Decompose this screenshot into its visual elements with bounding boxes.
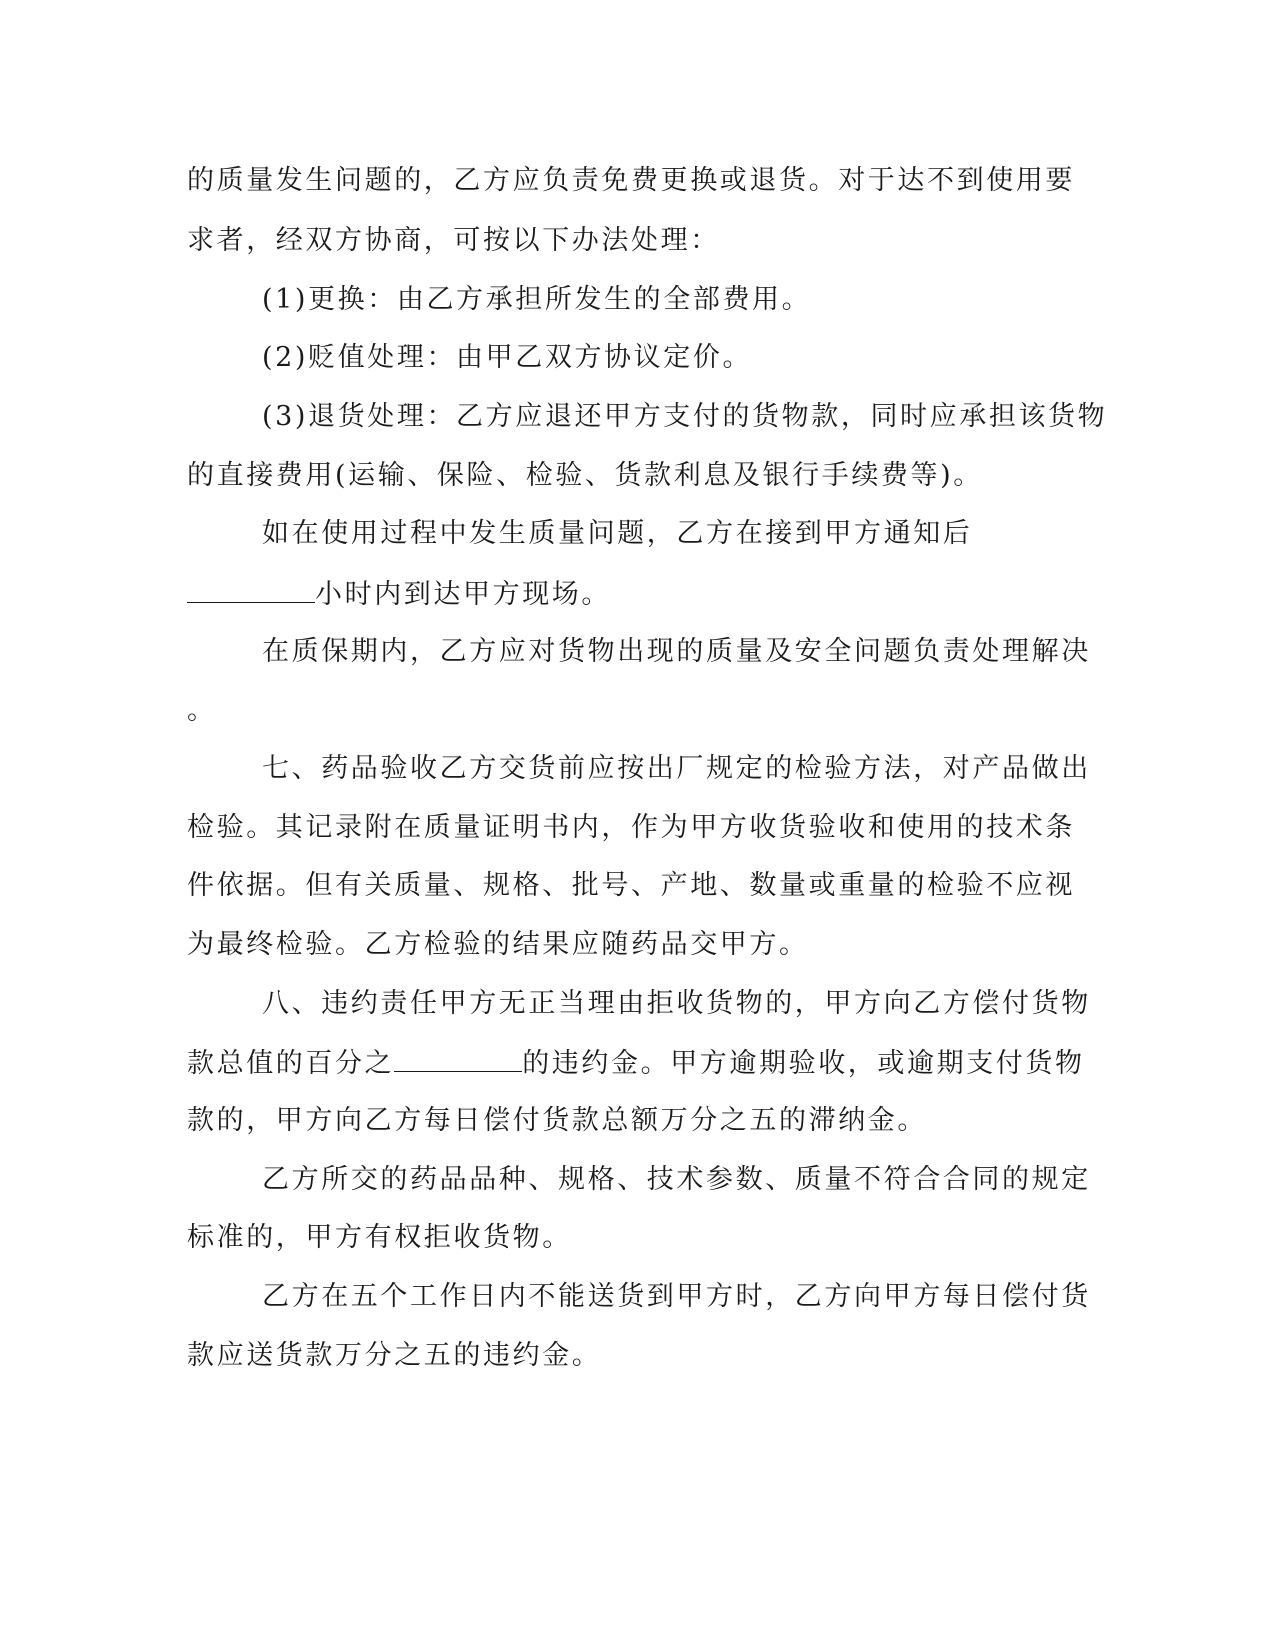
text-span: 检验。其记录附在质量证明书内，作为甲方收货验收和使用的技术条 <box>187 812 1075 843</box>
text-line <box>187 224 1087 258</box>
text-span: 乙方所交的药品品种、规格、技术参数、质量不符合合同的规定 <box>262 1164 1091 1195</box>
text-span: 款总值的百分之 <box>187 1048 395 1079</box>
text-line <box>187 164 1087 198</box>
text-span: 为最终检验。乙方检验的结果应随药品交甲方。 <box>187 929 809 960</box>
text-line <box>262 341 1162 375</box>
text-line <box>262 400 1162 434</box>
text-span: 小时内到达甲方现场。 <box>315 579 611 610</box>
text-span: 在质保期内，乙方应对货物出现的质量及安全问题负责处理解决 <box>262 636 1091 667</box>
text-span: 标准的，甲方有权拒收货物。 <box>187 1222 572 1253</box>
text-span: 的直接费用(运输、保险、检验、货款利息及银行手续费等)。 <box>187 460 983 491</box>
text-span: 件依据。但有关质量、规格、批号、产地、数量或重量的检验不应视 <box>187 870 1075 901</box>
text-line <box>187 811 1087 845</box>
text-span: 款应送货款万分之五的违约金。 <box>187 1340 602 1371</box>
fill-in-blank <box>187 576 315 603</box>
text-line <box>187 576 1087 610</box>
text-line <box>262 1163 1162 1197</box>
text-line <box>262 752 1162 786</box>
text-span: 款的，甲方向乙方每日偿付货款总额万分之五的滞纳金。 <box>187 1105 927 1136</box>
text-span: 七、药品验收乙方交货前应按出厂规定的检验方法，对产品做出 <box>262 753 1091 784</box>
text-line <box>187 459 1087 493</box>
text-line <box>187 869 1087 903</box>
text-span: (3)退货处理：乙方应退还甲方支付的货物款，同时应承担该货物 <box>262 401 1108 432</box>
text-span: 的质量发生问题的，乙方应负责免费更换或退货。对于达不到使用要 <box>187 165 1075 196</box>
text-line <box>262 1280 1162 1314</box>
text-span: (2)贬值处理：由甲乙双方协议定价。 <box>262 342 753 373</box>
text-span: 求者，经双方协商，可按以下办法处理： <box>187 225 720 256</box>
text-line <box>187 694 1087 728</box>
text-line <box>262 517 1162 551</box>
text-span: 如在使用过程中发生质量问题，乙方在接到甲方通知后 <box>262 518 973 549</box>
text-span: 的违约金。甲方逾期验收，或逾期支付货物 <box>522 1048 1085 1079</box>
text-line <box>262 283 1162 317</box>
text-line <box>262 987 1162 1021</box>
text-line <box>187 928 1087 962</box>
text-line <box>187 1221 1087 1255</box>
text-line <box>262 635 1162 669</box>
text-line <box>187 1339 1087 1373</box>
text-line <box>187 1045 1087 1079</box>
text-span: 八、违约责任甲方无正当理由拒收货物的，甲方向乙方偿付货物 <box>262 988 1091 1019</box>
text-span: 。 <box>187 695 217 726</box>
text-line <box>187 1104 1087 1138</box>
text-span: 乙方在五个工作日内不能送货到甲方时，乙方向甲方每日偿付货 <box>262 1281 1091 1312</box>
fill-in-blank <box>394 1045 522 1072</box>
text-span: (1)更换：由乙方承担所发生的全部费用。 <box>262 284 812 315</box>
